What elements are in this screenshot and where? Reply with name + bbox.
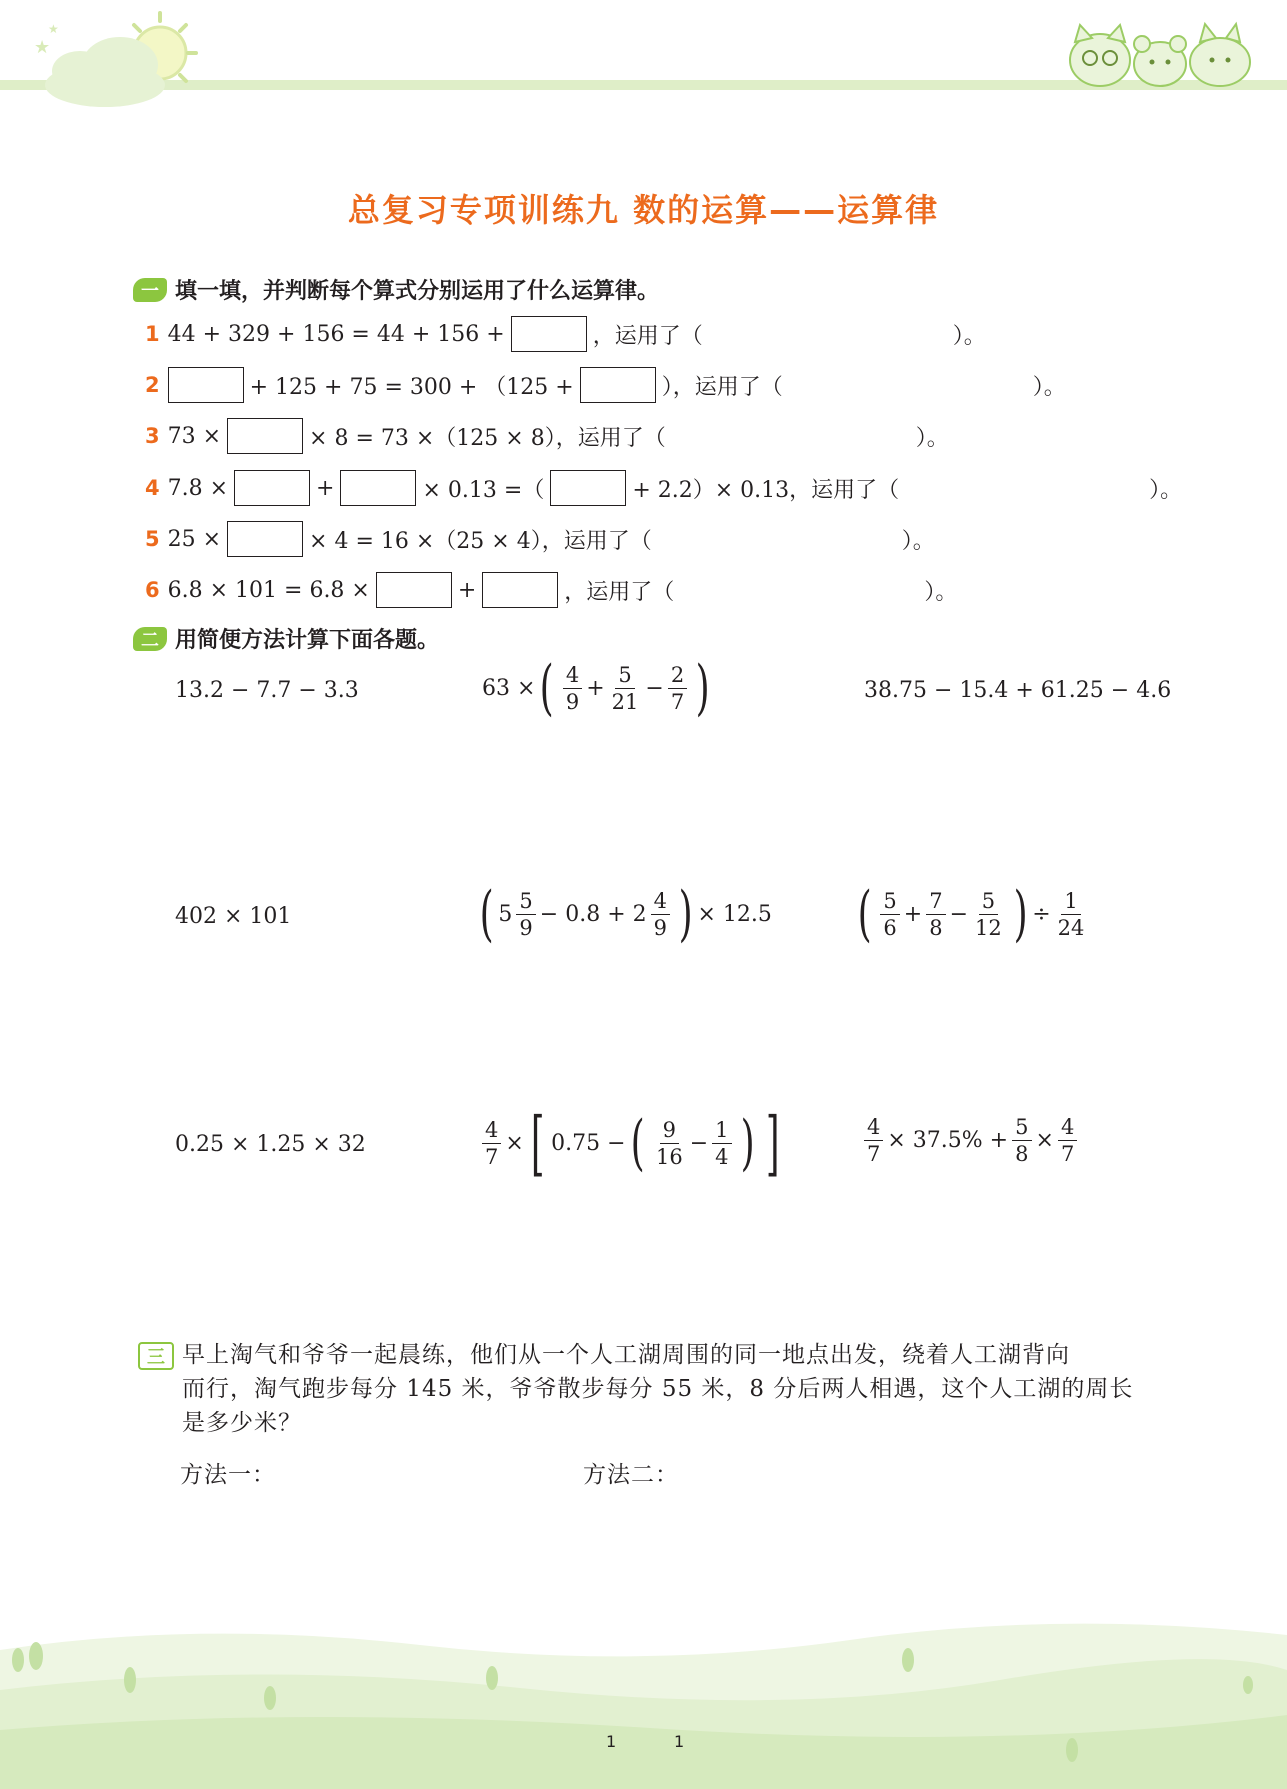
fraction: $\frac{4}{7}$: [864, 1114, 883, 1167]
item-expr: 7.8 ×: [167, 475, 229, 501]
answer-box[interactable]: [227, 521, 303, 557]
fraction: $\frac{4}{7}$: [1058, 1114, 1077, 1167]
svg-text:★: ★: [34, 37, 51, 58]
operator: +: [586, 675, 605, 701]
operator: −: [689, 1130, 709, 1156]
item-expr: 44 + 329 + 156 = 44 + 156 +: [167, 321, 505, 347]
fraction: $\frac{5}{6}$: [880, 888, 899, 941]
section2-heading-text: 用简便方法计算下面各题。: [175, 628, 440, 653]
calc-problem-5: [475, 879, 772, 949]
section3-problem: [138, 1338, 1148, 1440]
method-two-label: 方法二：: [583, 1462, 679, 1488]
operator: −: [949, 901, 969, 927]
whole-number: 5: [498, 901, 513, 927]
item-number: 6: [145, 578, 160, 602]
page-number-left: 1: [606, 1732, 617, 1751]
item-expr: + 125 + 75 = 300 + （125 +: [249, 374, 574, 400]
calc-problem-9: [860, 1114, 1081, 1167]
item-law-prompt: ，运用了（: [592, 323, 703, 349]
right-bracket: ]: [765, 1102, 780, 1184]
expr-text: − 0.8 + 2: [539, 901, 647, 927]
operator: −: [645, 675, 664, 701]
item-close: ）。: [924, 579, 958, 605]
item-close: ）。: [915, 425, 949, 451]
item-law-prompt: ），运用了（: [661, 374, 783, 400]
fill-item-6: [145, 572, 957, 608]
calc-problem-2: [482, 653, 715, 723]
expr-text: × 12.5: [697, 901, 772, 927]
word-problem-text: [182, 1338, 1133, 1440]
answer-box[interactable]: [376, 572, 452, 608]
fraction: $\frac{2}{7}$: [668, 662, 687, 715]
answer-box[interactable]: [511, 316, 587, 352]
section2-heading: [133, 623, 439, 654]
expr-text: 13.2 − 7.7 − 3.3: [175, 678, 359, 703]
expr-text: 38.75 − 15.4 + 61.25 − 4.6: [864, 678, 1172, 703]
expr-text: 0.75 −: [551, 1130, 626, 1156]
fill-item-5: [145, 521, 935, 557]
item-number: 3: [145, 424, 160, 448]
item-number: 1: [145, 322, 160, 346]
animal-faces-icon: [1060, 20, 1260, 90]
calc-problem-7: [175, 1132, 366, 1157]
section2-badge: 二: [133, 627, 167, 651]
expr-text: × 37.5% +: [887, 1128, 1009, 1153]
expr-text: 0.25 × 1.25 × 32: [175, 1132, 366, 1157]
word-problem-line: 早上淘气和爷爷一起晨练，他们从一个人工湖周围的同一地点出发，绕着人工湖背向: [182, 1342, 1070, 1368]
item-close: ）。: [901, 528, 935, 554]
expr-text: 63 ×: [482, 675, 536, 701]
answer-box[interactable]: [234, 470, 310, 506]
left-paren: (: [540, 653, 555, 723]
section1-heading-text: 填一填，并判断每个算式分别运用了什么运算律。: [175, 279, 660, 304]
section3-badge: 三: [138, 1342, 174, 1370]
item-number: 5: [145, 527, 160, 551]
left-paren: (: [630, 1108, 645, 1178]
item-expr: × 0.13 =（: [422, 477, 545, 503]
right-paren: ): [1013, 879, 1028, 949]
item-number: 2: [145, 373, 160, 397]
fraction: $\frac{4}{7}$: [482, 1117, 501, 1170]
item-number: 4: [145, 476, 160, 500]
fraction: $\frac{5}{8}$: [1012, 1114, 1031, 1167]
fill-item-1: [145, 316, 986, 352]
item-expr: 6.8 × 101 = 6.8 ×: [167, 577, 370, 603]
answer-box[interactable]: [340, 470, 416, 506]
item-op: +: [316, 475, 335, 501]
operator: ×: [1035, 1128, 1054, 1153]
page-number-right: 1: [674, 1732, 685, 1751]
grass-hills-illustration: [0, 1610, 1287, 1789]
fraction: $\frac{1}{24}$: [1057, 888, 1085, 940]
calc-problem-1: [175, 678, 359, 703]
word-problem-line: 而行，淘气跑步每分 145 米，爷爷散步每分 55 米，8 分后两人相遇，这个人工湖的周长: [182, 1376, 1134, 1402]
item-law-prompt: ，运用了（: [564, 579, 675, 605]
fill-item-3: [145, 418, 949, 454]
fraction: $\frac{9}{16}$: [655, 1117, 683, 1169]
item-law-prompt: × 8 = 73 ×（125 × 8），运用了（: [309, 425, 666, 451]
fraction: $\frac{5}{9}$: [516, 888, 535, 941]
item-expr: 73 ×: [167, 423, 222, 449]
answer-box[interactable]: [580, 367, 656, 403]
operator: +: [903, 901, 923, 927]
word-problem-line: 是多少米？: [182, 1410, 302, 1436]
svg-text:★: ★: [48, 22, 59, 36]
item-close: ）。: [952, 323, 986, 349]
item-op: +: [457, 577, 477, 603]
answer-box[interactable]: [482, 572, 558, 608]
fraction: $\frac{4}{9}$: [563, 662, 582, 715]
left-bracket: [: [530, 1102, 545, 1184]
fraction: $\frac{4}{9}$: [651, 888, 670, 941]
fill-item-4: [145, 470, 1182, 506]
section1-badge: 一: [133, 278, 167, 302]
fraction: $\frac{5}{21}$: [611, 662, 639, 714]
fraction: $\frac{1}{4}$: [712, 1117, 731, 1170]
right-paren: ): [740, 1108, 755, 1178]
item-close: ）。: [1032, 374, 1066, 400]
expr-text: 402 × 101: [175, 904, 292, 929]
fraction: $\frac{7}{8}$: [926, 888, 945, 941]
calc-problem-8: [478, 1102, 786, 1184]
item-law-prompt: × 4 = 16 ×（25 × 4），运用了（: [309, 528, 652, 554]
method-one-label: 方法一：: [180, 1462, 276, 1488]
calc-problem-4: [175, 904, 291, 929]
sun-cloud-icon: [10, 5, 200, 110]
item-law-prompt: + 2.2）× 0.13，运用了（: [632, 477, 900, 503]
fill-item-2: [145, 367, 1066, 403]
operator: ÷: [1032, 901, 1051, 927]
calc-problem-3: [864, 678, 1171, 703]
right-paren: ): [695, 653, 710, 723]
left-paren: (: [479, 879, 494, 949]
section1-heading: [133, 274, 659, 305]
answer-box[interactable]: [227, 418, 303, 454]
item-expr: 25 ×: [167, 526, 222, 552]
right-paren: ): [678, 879, 693, 949]
answer-box[interactable]: [168, 367, 244, 403]
operator: ×: [505, 1130, 524, 1156]
answer-box[interactable]: [550, 470, 626, 506]
left-paren: (: [857, 879, 872, 949]
fraction: $\frac{5}{12}$: [975, 888, 1002, 940]
item-close: ）。: [1149, 477, 1183, 503]
page-title: 总复习专项训练九 数的运算——运算律: [347, 191, 940, 229]
calc-problem-6: [853, 879, 1091, 949]
